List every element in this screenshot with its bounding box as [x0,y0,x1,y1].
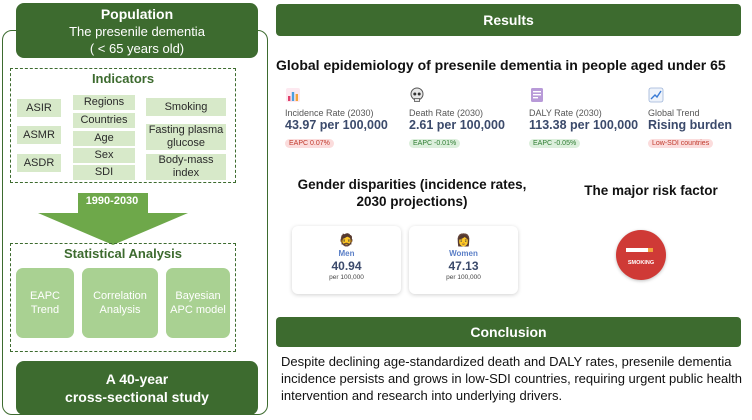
period-label: 1990-2030 [85,195,139,207]
stratifier-age: Age [73,131,135,146]
bar-chart-icon [285,87,301,103]
men-card [292,226,401,294]
metric-death-label: Death Rate (2030) [409,108,484,118]
stratifier-countries: Countries [73,113,135,128]
results-header: Results [276,4,741,36]
conclusion-header: Conclusion [276,317,741,347]
men-unit: per 100,000 [329,274,364,281]
metric-daly-label: DALY Rate (2030) [529,108,602,118]
metric-global-trend-value: Rising burden [648,118,733,132]
trend-up-icon [648,87,664,103]
men-label: Men [338,249,355,258]
risk-factor-fpg: Fasting plasma glucose [146,124,226,150]
document-icon [529,87,545,103]
metric-daly [529,87,649,150]
method-bayesian-apc: Bayesian APC model [166,268,230,338]
indicators-title: Indicators [91,71,155,86]
method-correlation: Correlation Analysis [82,268,158,338]
metric-death-badge: EAPC -0.01% [409,139,460,148]
stratifier-regions: Regions [73,95,135,110]
global-epidemiology-title: Global epidemiology of presenile dementia in people aged under 65 [276,57,726,73]
women-label: Women [449,249,478,258]
metric-global-trend-label: Global Trend [648,108,700,118]
man-face-icon: 🧔 [339,233,354,247]
metric-global-trend [648,87,748,150]
metric-daly-value: 113.38 per 100,000 [529,118,639,132]
woman-face-icon: 👩 [456,233,471,247]
gender-disparities-title: Gender disparities (incidence rates, 2030 projections) [297,177,527,209]
metric-death [409,87,524,150]
major-risk-factor-title: The major risk factor [584,183,718,198]
metric-incidence-badge: EAPC 0.07% [285,139,334,148]
method-eapc: EAPC Trend [16,268,74,338]
women-card [409,226,518,294]
conclusion-text: Despite declining age-standardized death and DALY rates, presenile dementia incidence persists and grows in low-SDI countries, requiring urgent public health intervention and research into underlying drivers. [281,354,743,403]
metric-death-value: 2.61 per 100,000 [409,118,505,132]
skull-icon [409,87,425,103]
women-value: 47.13 [448,259,479,273]
cigarette-icon [626,246,656,254]
stratifier-sdi: SDI [73,165,135,180]
population-title: Population [100,6,174,22]
population-line3: ( < 65 years old) [89,41,185,56]
stratifier-sex: Sex [73,148,135,163]
study-box [16,361,258,415]
indicator-asmr: ASMR [17,126,61,144]
statistical-analysis-title: Statistical Analysis [63,246,182,261]
metric-incidence [285,87,405,150]
risk-factor-bmi: Body-mass index [146,154,226,180]
indicator-asdr: ASDR [17,154,61,172]
risk-factor-smoking: Smoking [146,98,226,116]
study-line2: cross-sectional study [65,389,209,405]
metric-incidence-value: 43.97 per 100,000 [285,118,388,132]
metric-global-trend-badge: Low-SDI countries [648,139,713,148]
indicator-asir: ASIR [17,99,61,117]
population-box [16,3,258,58]
smoking-badge [616,230,666,280]
metric-incidence-label: Incidence Rate (2030) [285,108,374,118]
metric-daly-badge: EAPC -0.05% [529,139,580,148]
men-value: 40.94 [331,259,362,273]
smoking-label: SMOKING [627,260,655,266]
population-line2: The presenile dementia [69,24,205,39]
women-unit: per 100,000 [446,274,481,281]
study-line1: A 40-year [105,371,169,387]
